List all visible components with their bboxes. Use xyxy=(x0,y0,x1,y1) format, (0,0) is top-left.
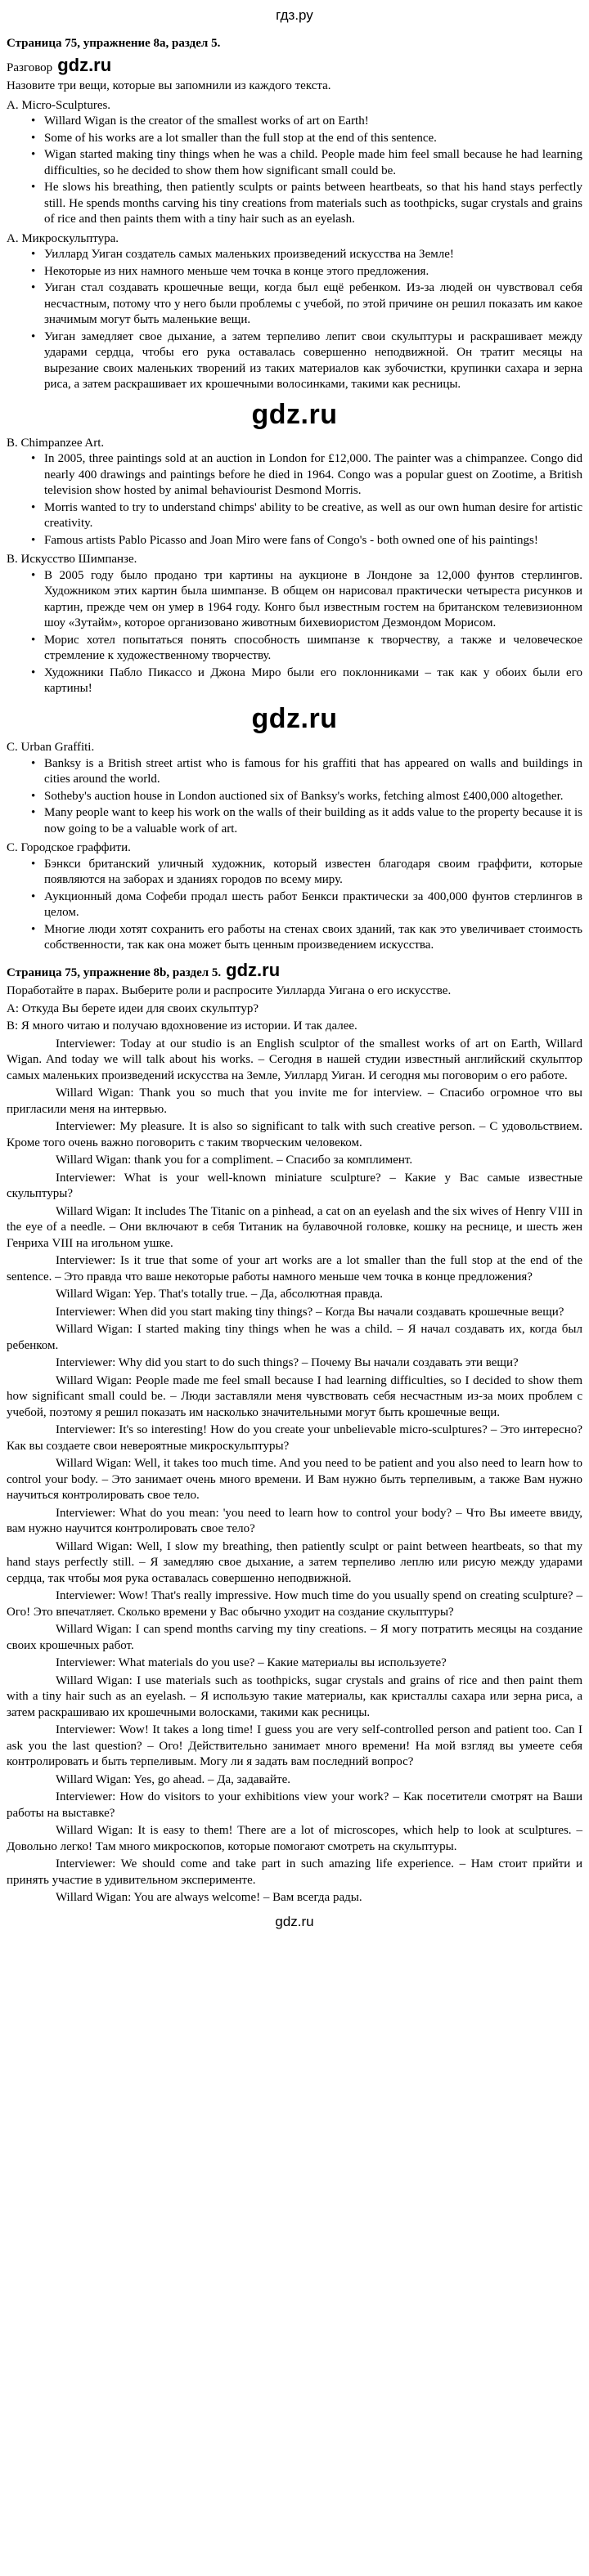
list-item: • Морис хотел попытаться понять способность шимпанзе к творчеству, а также и человеческое стремление к художественному творчеству. xyxy=(44,633,582,665)
heading-c-ru: С. Городское граффити. xyxy=(7,841,131,855)
list-item: • Banksy is a British street artist who is famous for his graffiti that has appeared on walls and buildings in cities around the world. xyxy=(44,756,582,788)
dialog-line: Interviewer: Why did you start to do such things? – Почему Вы начали создавать эти вещи? xyxy=(56,1356,519,1370)
dialog-line: Willard Wigan: I started making tiny things when he was a child. – Я начал создавать их, когда был ребенком. xyxy=(7,1323,582,1352)
dialog-line: Willard Wigan: I use materials such as toothpicks, sugar crystals and grains of rice and then paint them with a tiny hair such as an eyelash. – Я использую такие материалы, как кристаллы сахара или зерна риса, а затем раскрашиваю их крошечными волосками, такими как ресницы. xyxy=(7,1673,582,1719)
list-item: • Wigan started making tiny things when he was a child. People made him feel small because he had learning difficulties, so he decided to show them how significant small could be. xyxy=(44,147,582,179)
list-item: • Morris wanted to try to understand chimps' ability to be creative, as well as our own human desire for artistic creativity. xyxy=(44,500,582,532)
list-item: • В 2005 году было продано три картины на аукционе в Лондоне за 12,000 фунтов стерлингов. Художником этих картин была шимпанзе. В общем он нарисовал практически четыреста рисунков и картин, прежде чем он умер в 1964 году. Конго был известным гостем на британском телевизионном шоу «Зутайм», которое организовано животным бихевиористом Дезмондом Морисом. xyxy=(44,568,582,632)
list-b-en xyxy=(7,451,582,549)
list-item: • Уиган замедляет свое дыхание, а затем терпеливо лепит свои скульптуры и раскрашивает между ударами сердца, чтобы его рука оставалась совершенно неподвижной. Он тратит месяцы на вырезание своих маленьких творений из таких материалов как зубочистки, крупинки сахара и зерна риса, а затем раскрашивает их крошечными волосинками, такими как ресницы. xyxy=(44,329,582,393)
list-item: • He slows his breathing, then patiently sculpts or paints between heartbeats, so that his hand stays perfectly still. He spends months carving his tiny creations from materials such as toothpicks, sugar crystals and grains of rice and then paints them with a tiny hair such as an eyelash. xyxy=(44,180,582,228)
dialog-line: Interviewer: My pleasure. It is also so significant to talk with such creative person. – С удовольствием. Кроме того очень важно поговорить с таким творческим человеком. xyxy=(7,1120,582,1149)
list-item: • Бэнкси британский уличный художник, который известен благодаря своим граффити, которые появляются на заборах и зданиях городов по всему миру. xyxy=(44,857,582,889)
dialog-line: Willard Wigan: I can spend months carving my tiny creations. – Я могу потратить месяцы на создание своих крошечных работ. xyxy=(7,1623,582,1652)
dialog-line: Interviewer: Is it true that some of your art works are a lot smaller than the full stop at the end of the sentence. – Это правда что ваше некоторые работы намного меньше чем точка в конце предложения? xyxy=(7,1254,582,1284)
prompt-a: А: Откуда Вы берете идеи для своих скульптур? xyxy=(7,1001,259,1015)
section-8a-title: Страница 75, упражнение 8a, раздел 5. xyxy=(7,37,221,51)
list-item: • Художники Пабло Пикассо и Джона Миро были его поклонниками – так как у обоих были его картины! xyxy=(44,665,582,697)
dialog-line: Interviewer: We should come and take part in such amazing life experience. – Нам стоит прийти и принять участие в удивительном эксперименте. xyxy=(7,1857,582,1887)
dialog-line: Willard Wigan: Well, I slow my breathing, then patiently sculpt or paint between heartbeats, so that my hand stays perfectly still. – Я замедляю свое дыхание, а затем терпеливо леплю или рисую между ударами сердца, так чтобы моя рука оставалась совершенно неподвижной. xyxy=(7,1539,582,1585)
dialog-line: Interviewer: Today at our studio is an English sculptor of the smallest works of art on Earth, Willard Wigan. And today we will talk about his works. – Сегодня в нашей студии известный английский скульптор самых маленьких произведений искусства на Земле, Уиллард Уиган. И сегодня мы поговорим о его работе. xyxy=(7,1037,582,1082)
dialog-line: Interviewer: How do visitors to your exhibitions view your work? – Как посетители смотрят на Ваши работы на выставке? xyxy=(7,1790,582,1820)
heading-a-en: A. Micro-Sculptures. xyxy=(7,98,111,112)
list-item: • Famous artists Pablo Picasso and Joan Miro were fans of Congo's - both owned one of his paintings! xyxy=(44,533,582,549)
heading-b-ru: В. Искусство Шимпанзе. xyxy=(7,553,137,567)
conversation-label: Разговор gdz.ru xyxy=(7,54,112,75)
list-b-ru xyxy=(7,568,582,697)
list-item: • Some of his works are a lot smaller than the full stop at the end of this sentence. xyxy=(44,131,582,147)
dialog-line: Interviewer: What do you mean: 'you need to learn how to control your body? – Что Вы имеете ввиду, вам нужно научится контролировать свое тело? xyxy=(7,1506,582,1536)
dialog-line: Willard Wigan: It includes The Titanic on a pinhead, a cat on an eyelash and the six wives of Henry VIII in the eye of a needle. – Они включают в себя Титаник на булавочной головке, кошку на реснице, и шесть жен Генриха VIII на игольном ушке. xyxy=(7,1204,582,1250)
list-item: • Sotheby's auction house in London auctioned six of Banksy's works, fetching almost £400,000 altogether. xyxy=(44,789,582,805)
list-c-ru xyxy=(7,857,582,954)
site-header[interactable]: гдз.ру xyxy=(276,7,313,23)
gdz-logo: gdz.ru xyxy=(226,959,281,980)
list-c-en xyxy=(7,756,582,838)
list-item: • Willard Wigan is the creator of the smallest works of art on Earth! xyxy=(44,114,582,130)
dialog-line: Interviewer: It's so interesting! How do you create your unbelievable micro-sculptures? – Это интересно? Как вы создаете свои невероятные микроскульптуры? xyxy=(7,1423,582,1453)
list-a-en xyxy=(7,114,582,228)
gdz-watermark: gdz.ru xyxy=(251,398,338,430)
gdz-watermark: gdz.ru xyxy=(251,702,338,734)
instruction: Назовите три вещи, которые вы запомнили из каждого текста. xyxy=(7,79,331,93)
dialog-line: Willard Wigan: Well, it takes too much time. And you need to be patient and you also need to learn how to control your body. – Это занимает очень много времени. И Вам нужно быть терпеливым, а также Вам нужно научиться контролировать свое тело. xyxy=(7,1457,582,1503)
list-item: • Уиган стал создавать крошечные вещи, когда был ещё ребенком. Из-за людей он чувствовал себя несчастным, потому что у него были проблемы с учебой, по этой причине он решил показать им какое значимым могут быть маленькие вещи. xyxy=(44,280,582,329)
list-item: • Many people want to keep his work on the walls of their building as it adds value to the property because it is now going to be a valuable work of art. xyxy=(44,805,582,837)
heading-a-ru: А. Микроскульптура. xyxy=(7,231,119,245)
dialog-line: Willard Wigan: Thank you so much that you invite me for interview. – Спасибо огромное что вы пригласили меня на интервью. xyxy=(7,1086,582,1116)
dialog-line: Willard Wigan: You are always welcome! – Вам всегда рады. xyxy=(56,1891,362,1905)
dialog-line: Willard Wigan: Yes, go ahead. – Да, задавайте. xyxy=(56,1772,291,1786)
list-item: • Аукционный дома Софеби продал шесть работ Бенкси практически за 400,000 фунтов стерлингов в целом. xyxy=(44,889,582,921)
interview-dialog xyxy=(7,1037,582,1906)
page-content xyxy=(0,28,589,1956)
list-item: • Некоторые из них намного меньше чем точка в конце этого предложения. xyxy=(44,264,582,280)
list-a-ru xyxy=(7,247,582,393)
list-item: • Многие люди хотят сохранить его работы на стенах своих зданий, так как это увеличивает стоимость собственности, так как она может быть ценным произведением искусства. xyxy=(44,922,582,954)
list-item: • Уиллард Уиган создатель самых маленьких произведений искусства на Земле! xyxy=(44,247,582,263)
dialog-line: Willard Wigan: It is easy to them! There are a lot of microscopes, which help to look at sculptures. – Довольно легко! Там много микроскопов, которые помогают смотреть на скульптуры. xyxy=(7,1824,582,1853)
dialog-line: Interviewer: Wow! It takes a long time! I guess you are very self-controlled person and patient too. Can I ask you the last question? – Ого! Действительно занимает много времени! На мой взгляд вы умеете себя контролировать и быть терпеливым. Могу ли я задать вам последний вопрос? xyxy=(7,1723,582,1769)
prompt-b: В: Я много читаю и получаю вдохновение из истории. И так далее. xyxy=(7,1019,357,1033)
heading-b-en: B. Chimpanzee Art. xyxy=(7,436,105,450)
dialog-line: Willard Wigan: Yep. That's totally true. – Да, абсолютная правда. xyxy=(56,1288,384,1301)
gdz-logo: gdz.ru xyxy=(57,54,112,75)
list-item: • In 2005, three paintings sold at an auction in London for £12,000. The painter was a chimpanzee. Congo did nearly 400 drawings and paintings before he died in 1964. Congo was a popular guest on Zootime, a British television show hosted by animal behaviourist Desmond Morris. xyxy=(44,451,582,500)
dialog-line: Interviewer: What materials do you use? – Какие материалы вы используете? xyxy=(56,1656,447,1670)
instruction: Поработайте в парах. Выберите роли и распросите Уилларда Уигана о его искусстве. xyxy=(7,984,452,998)
heading-c-en: C. Urban Graffiti. xyxy=(7,741,95,755)
dialog-line: Willard Wigan: People made me feel small because I had learning difficulties, so I decided to show them how significant small could be. – Люди заставляли меня чувствовать себя несчастным из-за моих проблем с учебой, поэтому я решил показать им насколько значительными могут быть крошечные вещи. xyxy=(7,1373,582,1419)
dialog-line: Interviewer: What is your well-known miniature sculpture? – Какие у Вас самые известные скульптуры? xyxy=(7,1171,582,1201)
dialog-line: Interviewer: When did you start making tiny things? – Когда Вы начали создавать крошечные вещи? xyxy=(56,1305,564,1319)
site-footer-logo[interactable]: gdz.ru xyxy=(275,1913,314,1929)
section-8b-title: Страница 75, упражнение 8b, раздел 5. gdz.ru xyxy=(7,959,281,980)
dialog-line: Interviewer: Wow! That's really impressive. How much time do you usually spend on creating sculpture? – Ого! Это впечатляет. Сколько времени у Вас обычно уходит на создание скульптуры? xyxy=(7,1589,582,1619)
dialog-line: Willard Wigan: thank you for a compliment. – Спасибо за комплимент. xyxy=(56,1154,413,1167)
